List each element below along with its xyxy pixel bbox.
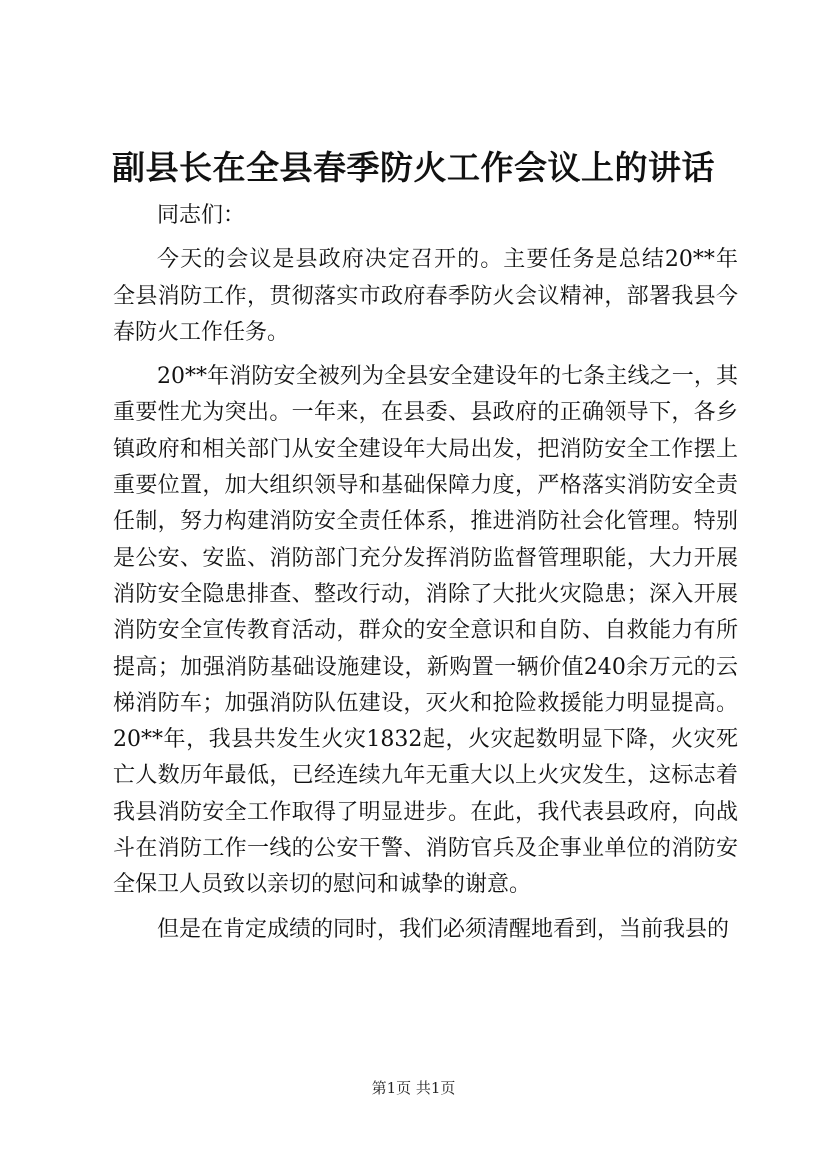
- document-title: 副县长在全县春季防火工作会议上的讲话: [112, 148, 715, 187]
- page-number-footer: 第1页 共1页: [371, 1079, 456, 1097]
- paragraph-line: 我县消防安全工作取得了明显进步。在此，我代表县政府，向战: [113, 799, 738, 825]
- paragraph-however: [113, 912, 738, 948]
- paragraph-line: 重要位置，加大组织领导和基础保障力度，严格落实消防安全责: [113, 473, 738, 499]
- paragraph-line: 亡人数历年最低，已经连续九年无重大以上火灾发生，这标志着: [113, 763, 738, 789]
- paragraph-line: 任制，努力构建消防安全责任体系，推进消防社会化管理。特别: [113, 509, 738, 535]
- paragraph-salutation: [113, 198, 738, 234]
- document-body: [113, 198, 738, 948]
- paragraph-line: 消防安全宣传教育活动，群众的安全意识和自防、自救能力有所: [113, 618, 738, 644]
- paragraph-line: 镇政府和相关部门从安全建设年大局出发，把消防安全工作摆上: [113, 436, 738, 462]
- paragraph-line: 全县消防工作，贯彻落实市政府春季防火会议精神，部署我县今: [113, 283, 738, 309]
- paragraph-line: 梯消防车；加强消防队伍建设，灭火和抢险救援能力明显提高。: [113, 690, 738, 716]
- paragraph-line: 今天的会议是县政府决定召开的。主要任务是总结20**年: [157, 247, 738, 273]
- paragraph-line: 提高；加强消防基础设施建设，新购置一辆价值240余万元的云: [113, 654, 738, 680]
- paragraph-review: [113, 359, 738, 903]
- paragraph-line: 同志们：: [157, 203, 246, 228]
- paragraph-line: 全保卫人员致以亲切的慰问和诚挚的谢意。: [113, 872, 532, 898]
- paragraph-line: 20**年，我县共发生火灾1832起，火灾起数明显下降，火灾死: [113, 727, 738, 753]
- paragraph-line: 春防火工作任务。: [113, 319, 290, 345]
- paragraph-line: 重要性尤为突出。一年来，在县委、县政府的正确领导下，各乡: [113, 400, 738, 426]
- paragraph-line: 但是在肯定成绩的同时，我们必须清醒地看到，当前我县的: [157, 916, 730, 942]
- paragraph-intro: [113, 242, 738, 351]
- paragraph-line: 消防安全隐患排查、整改行动，消除了大批火灾隐患；深入开展: [113, 581, 738, 607]
- paragraph-line: 斗在消防工作一线的公安干警、消防官兵及企事业单位的消防安: [113, 836, 738, 862]
- paragraph-line: 20**年消防安全被列为全县安全建设年的七条主线之一，其: [157, 364, 738, 390]
- paragraph-line: 是公安、安监、消防部门充分发挥消防监督管理职能，大力开展: [113, 545, 738, 571]
